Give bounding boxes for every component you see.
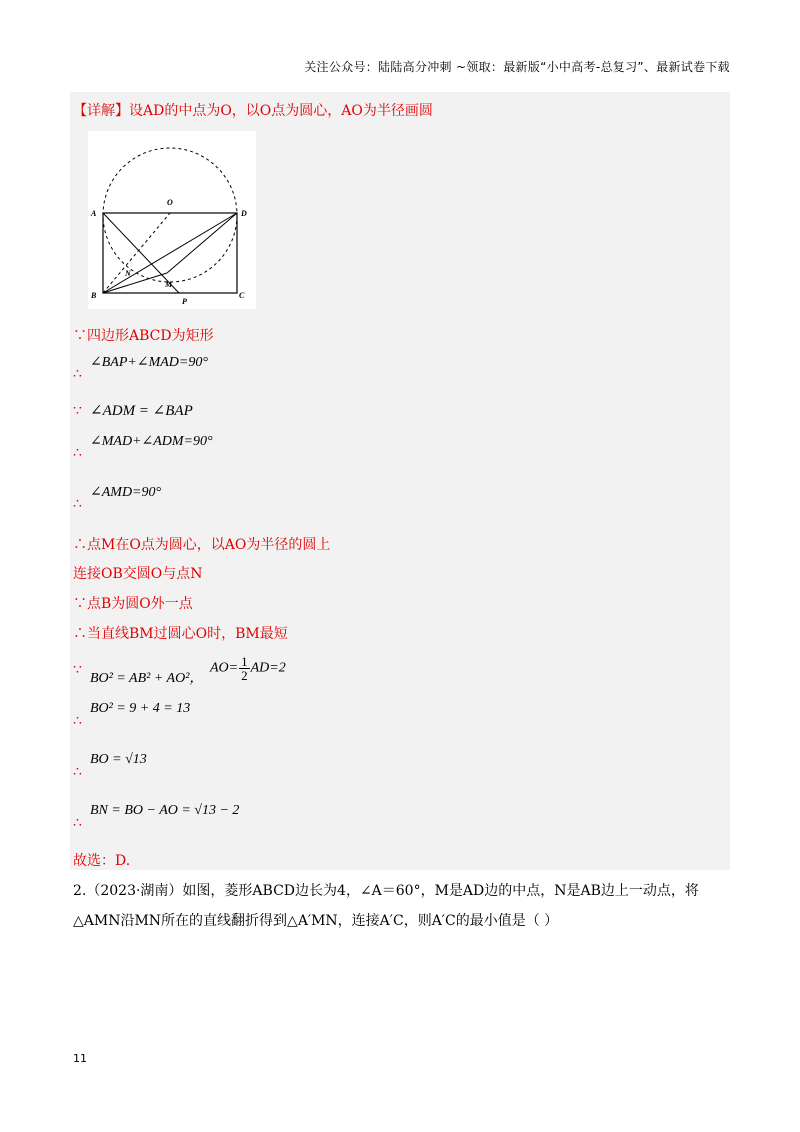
step-3: ∠ADM = ∠BAP: [90, 403, 193, 419]
step-9: ∴当直线BM过圆心O时，BM最短: [73, 626, 288, 642]
step-10-pythagoras: BO² = AB² + AO²，: [90, 671, 204, 686]
solution-intro: 【详解】设AD的中点为O，以O点为圆心，AO为半径画圆: [73, 103, 433, 119]
step-8: ∵点B为圆O外一点: [73, 596, 193, 612]
label-o: O: [167, 198, 173, 207]
page-header: 关注公众号：陆陆高分冲刺 ~领取：最新版“小中高考-总复习”、最新试卷下载: [304, 60, 730, 74]
therefore-symbol: ∴: [73, 445, 82, 461]
label-b: B: [91, 291, 97, 300]
fraction-one-half: $\frac{1}{2}$: [241, 654, 248, 683]
because-symbol: ∵: [73, 662, 82, 678]
step-2: ∠BAP+∠MAD=90°: [90, 355, 208, 370]
segment-bm: [103, 273, 167, 293]
step-10-ao: AO= $\frac{1}{2}$ AD=2: [210, 654, 286, 683]
step-5: ∠AMD=90°: [90, 485, 162, 500]
therefore-symbol: ∴: [73, 764, 82, 780]
therefore-symbol: ∴: [73, 366, 82, 382]
geometry-figure: [88, 131, 256, 309]
label-a: A: [91, 209, 97, 218]
therefore-symbol: ∴: [73, 713, 82, 729]
step-12: BO = √13: [90, 752, 147, 767]
because-symbol: ∵: [73, 328, 87, 344]
circle-o: [103, 148, 237, 282]
step-1: ∵四边形ABCD为矩形: [73, 328, 214, 344]
because-symbol: ∵: [73, 403, 82, 419]
therefore-symbol: ∴: [73, 496, 82, 512]
therefore-symbol: ∴: [73, 815, 82, 831]
step-7: 连接OB交圆O与点N: [73, 566, 203, 582]
label-c: C: [239, 291, 245, 300]
question-2-line-1: 2.（2023·湖南）如图，菱形ABCD边长为4，∠A＝60°，M是AD边的中点，N是AB边上一动点，将: [73, 883, 699, 899]
label-d: D: [241, 209, 247, 218]
label-p: P: [182, 297, 187, 306]
label-n: N: [125, 269, 131, 278]
step-11: BO² = 9 + 4 = 13: [90, 701, 191, 716]
step-6: ∴点M在O点为圆心，以AO为半径的圆上: [73, 537, 331, 553]
geometry-diagram: [88, 131, 256, 309]
label-m: M: [165, 280, 173, 289]
step-13: BN = BO − AO = √13 − 2: [90, 803, 240, 818]
step-4: ∠MAD+∠ADM=90°: [90, 434, 213, 449]
question-2-line-2: △AMN沿MN所在的直线翻折得到△A′MN，连接A′C，则A′C的最小值是（ ）: [73, 913, 559, 929]
segment-dm: [167, 213, 237, 273]
answer-line: 故选：D.: [73, 853, 131, 869]
page-number: 11: [73, 1052, 87, 1065]
